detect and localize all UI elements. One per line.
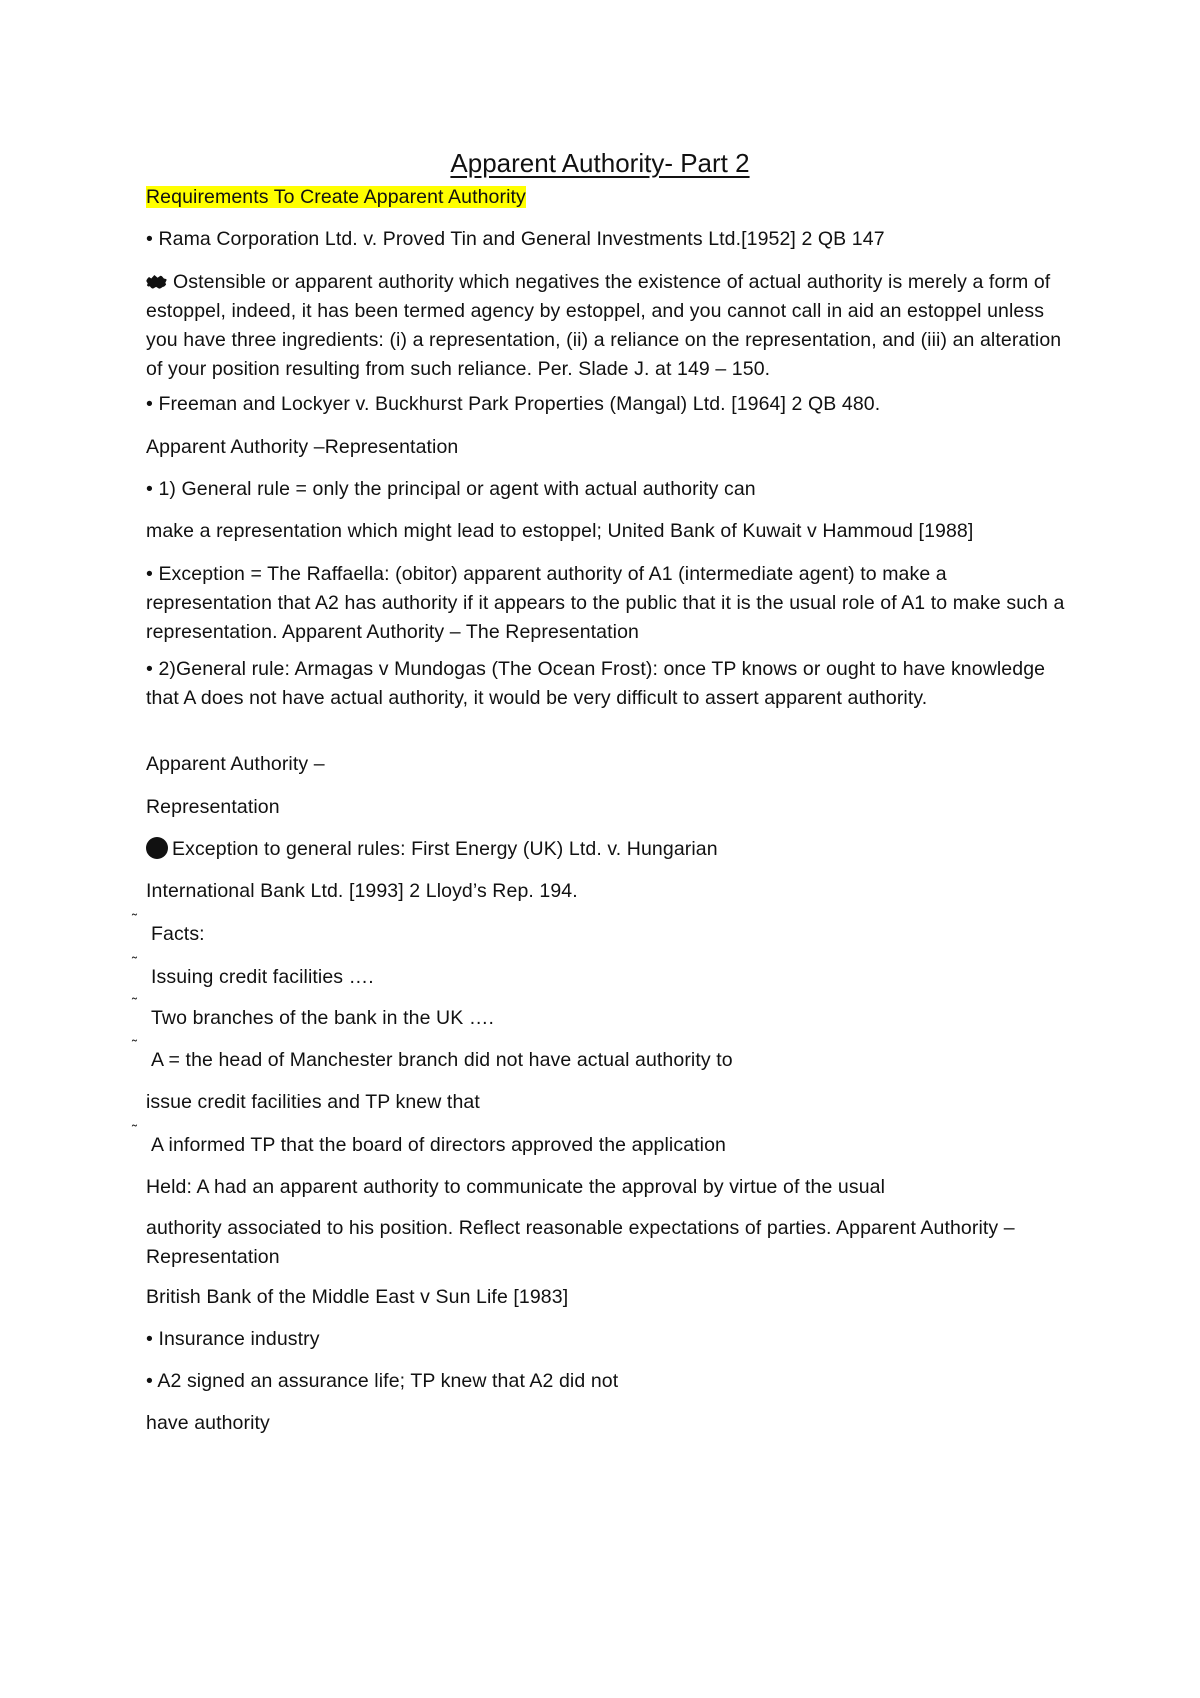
bullet-freeman-lockyer: • Freeman and Lockyer v. Buckhurst Park Properties (Mangal) Ltd. [1964] 2 QB 480. — [146, 393, 881, 415]
line-british-bank: British Bank of the Middle East v Sun Life [1983] — [146, 1286, 569, 1308]
line-have-authority: have authority — [146, 1412, 270, 1434]
tilde-bullet-icon: ˜ — [132, 995, 137, 1012]
line-two-branches: Two branches of the bank in the UK …. — [151, 1007, 494, 1029]
subheading-representation-2: Representation — [146, 796, 280, 818]
bullet-general-rule-2: • 2)General rule: Armagas v Mundogas (The Ocean Frost): once TP knows or ought to have knowledge that A does not have actual authority, it would be very difficult to assert apparent authority. — [146, 658, 1046, 709]
line-held: Held: A had an apparent authority to communicate the approval by virtue of the usual — [146, 1176, 886, 1198]
paragraph-ostensible-authority — [146, 268, 1068, 384]
section-heading-requirements — [146, 183, 526, 212]
line-international-bank: International Bank Ltd. [1993] 2 Lloyd’s Rep. 194. — [146, 880, 578, 902]
line-facts: Facts: — [151, 923, 205, 945]
line-issuing-credit: Issuing credit facilities …. — [151, 966, 374, 988]
ostensible-text: Ostensible or apparent authority which negatives the existence of actual authority is merely a form of estoppel, indeed, it has been termed agency by estoppel, and you cannot call in aid an estoppel unless you have three ingredients: (i) a representation, (ii) a reliance on the representation, and (iii) an alteration of your position resulting from such reliance. Per. Slade J. at 149 – 150. — [146, 271, 1062, 380]
tilde-bullet-icon: ˜ — [132, 954, 137, 971]
line-a-head-manchester: A = the head of Manchester branch did not have actual authority to — [151, 1049, 733, 1071]
bullet-rama-corporation: • Rama Corporation Ltd. v. Proved Tin and General Investments Ltd.[1952] 2 QB 147 — [146, 228, 885, 250]
bullet-insurance-industry: • Insurance industry — [146, 1328, 320, 1350]
page-title: Apparent Authority- Part 2 — [450, 148, 750, 178]
bullet-exception-raffaella: • Exception = The Raffaella: (obitor) apparent authority of A1 (intermediate agent) to make a representation that A2 has authority if it appears to the public that it is the usual role of A1 to make such a representation. Apparent Authority – The Representation — [146, 563, 1065, 643]
paragraph-authority-associated: authority associated to his position. Reflect reasonable expectations of parties. Apparent Authority – Representation — [146, 1217, 1015, 1268]
circle-bullet-icon — [146, 837, 168, 859]
bullet-general-rule-1: • 1) General rule = only the principal or agent with actual authority can — [146, 478, 756, 500]
tilde-bullet-icon: ˜ — [132, 1037, 137, 1054]
tilde-bullet-icon: ˜ — [132, 911, 137, 928]
line-a-informed-tp: A informed TP that the board of directors approved the application — [151, 1134, 726, 1156]
subheading-representation-1: Apparent Authority –Representation — [146, 436, 459, 458]
subheading-apparent-authority-dash: Apparent Authority – — [146, 753, 325, 775]
line-issue-credit-facilities: issue credit facilities and TP knew that — [146, 1091, 480, 1113]
line-make-representation: make a representation which might lead to estoppel; United Bank of Kuwait v Hammoud [1988] — [146, 520, 974, 542]
bullet-a2-signed: • A2 signed an assurance life; TP knew that A2 did not — [146, 1370, 619, 1392]
burst-bullet-icon — [146, 275, 167, 289]
line-exception-first-energy — [146, 835, 718, 864]
tilde-bullet-icon: ˜ — [132, 1122, 137, 1139]
exception-first-energy-text: Exception to general rules: First Energy (UK) Ltd. v. Hungarian — [172, 838, 718, 860]
highlighted-heading: Requirements To Create Apparent Authority — [146, 186, 526, 208]
